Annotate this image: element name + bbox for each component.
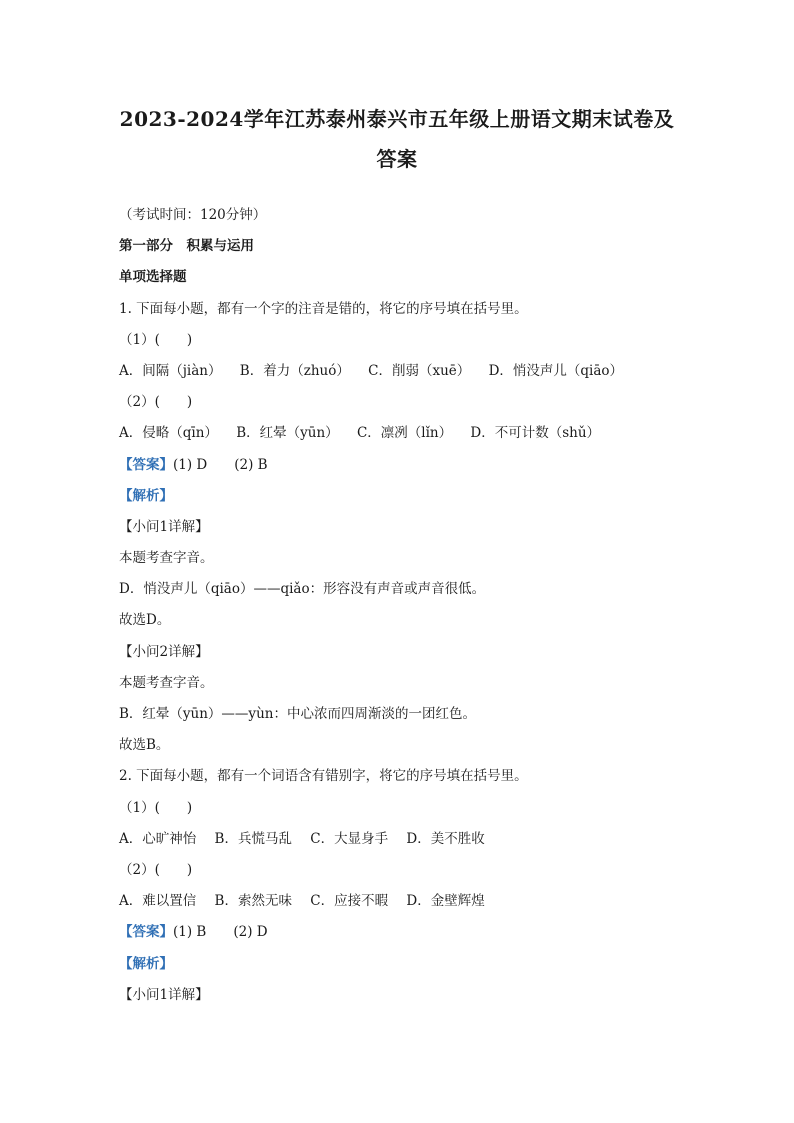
- exam-time: （考试时间：120分钟）: [119, 207, 267, 223]
- q2-stem: 2. 下面每小题，都有一个词语含有错别字，将它的序号填在括号里。: [119, 768, 528, 785]
- q2-sub2-label: （2）( ): [119, 861, 193, 878]
- q1-detail1-line3: 故选D。: [119, 612, 171, 629]
- document-body: [119, 205, 699, 1016]
- q1-sub1-label: （1）( ): [119, 331, 193, 348]
- q2-sub2-options: [119, 891, 699, 922]
- section-heading: 单项选择题: [119, 269, 187, 286]
- q2-sub1-option-d: D．美不胜收: [406, 830, 485, 847]
- q2-sub2-option-d: D．金壁辉煌: [406, 893, 485, 910]
- q2-sub1-option-a: A．心旷神怡: [119, 830, 197, 847]
- q1-stem: 1. 下面每小题，都有一个字的注音是错的，将它的序号填在括号里。: [119, 300, 528, 317]
- q2-sub2-option-a: A．难以置信: [119, 893, 197, 910]
- q1-detail2-tag: 【小问2详解】: [119, 643, 209, 660]
- q2-sub1-label: （1）( ): [119, 799, 193, 816]
- document-title-line1: 2023-2024学年江苏泰州泰兴市五年级上册语文期末试卷及: [119, 107, 675, 131]
- q1-answer-tag: 【答案】: [119, 456, 173, 473]
- q1-detail2-line3: 故选B。: [119, 737, 170, 754]
- q1-sub1-option-a: A．间隔（jiàn）: [119, 362, 222, 379]
- q1-sub1-option-b: B．着力（zhuó）: [239, 362, 350, 379]
- q2-answer: [119, 922, 699, 953]
- q1-sub1-options: [119, 361, 699, 392]
- part1-heading: 第一部分 积累与运用: [119, 238, 254, 255]
- q2-sub1-option-c: C．大显身手: [310, 830, 389, 847]
- q1-sub2-option-c: C．凛冽（lǐn）: [356, 425, 453, 442]
- q1-detail2-line1: 本题考查字音。: [119, 674, 214, 691]
- q1-answer: [119, 455, 699, 486]
- q1-sub2-option-d: D．不可计数（shǔ）: [470, 425, 601, 442]
- q1-sub2-label: （2）( ): [119, 394, 193, 411]
- q2-answer-text: (1) B (2) D: [173, 924, 268, 941]
- q2-analysis-tag: 【解析】: [119, 955, 173, 972]
- q1-sub2-option-a: A．侵略（qīn）: [119, 425, 218, 442]
- q2-sub1-option-b: B．兵慌马乱: [214, 830, 292, 847]
- q1-analysis-tag: 【解析】: [119, 487, 173, 504]
- q1-sub1-option-c: C．削弱（xuē）: [368, 362, 471, 379]
- q1-sub2-options: [119, 423, 699, 454]
- q1-detail1-line1: 本题考查字音。: [119, 550, 214, 567]
- document-title-line2: 答案: [376, 147, 418, 171]
- q2-answer-tag: 【答案】: [119, 924, 173, 941]
- q1-sub1-option-d: D．悄没声儿（qiāo）: [488, 362, 624, 379]
- q2-sub2-option-c: C．应接不暇: [310, 893, 389, 910]
- q1-detail2-line2: B．红晕（yūn）——yùn：中心浓而四周渐淡的一团红色。: [119, 706, 476, 722]
- q1-answer-text: (1) D (2) B: [173, 456, 268, 473]
- q1-detail1-tag: 【小问1详解】: [119, 518, 209, 535]
- q1-sub2-option-b: B．红晕（yūn）: [236, 425, 339, 442]
- q2-sub1-options: [119, 829, 699, 860]
- q2-sub2-option-b: B．索然无味: [214, 893, 292, 910]
- q2-detail1-tag: 【小问1详解】: [119, 986, 209, 1003]
- q1-detail1-line2: D．悄没声儿（qiāo）——qiǎo：形容没有声音或声音很低。: [119, 581, 486, 598]
